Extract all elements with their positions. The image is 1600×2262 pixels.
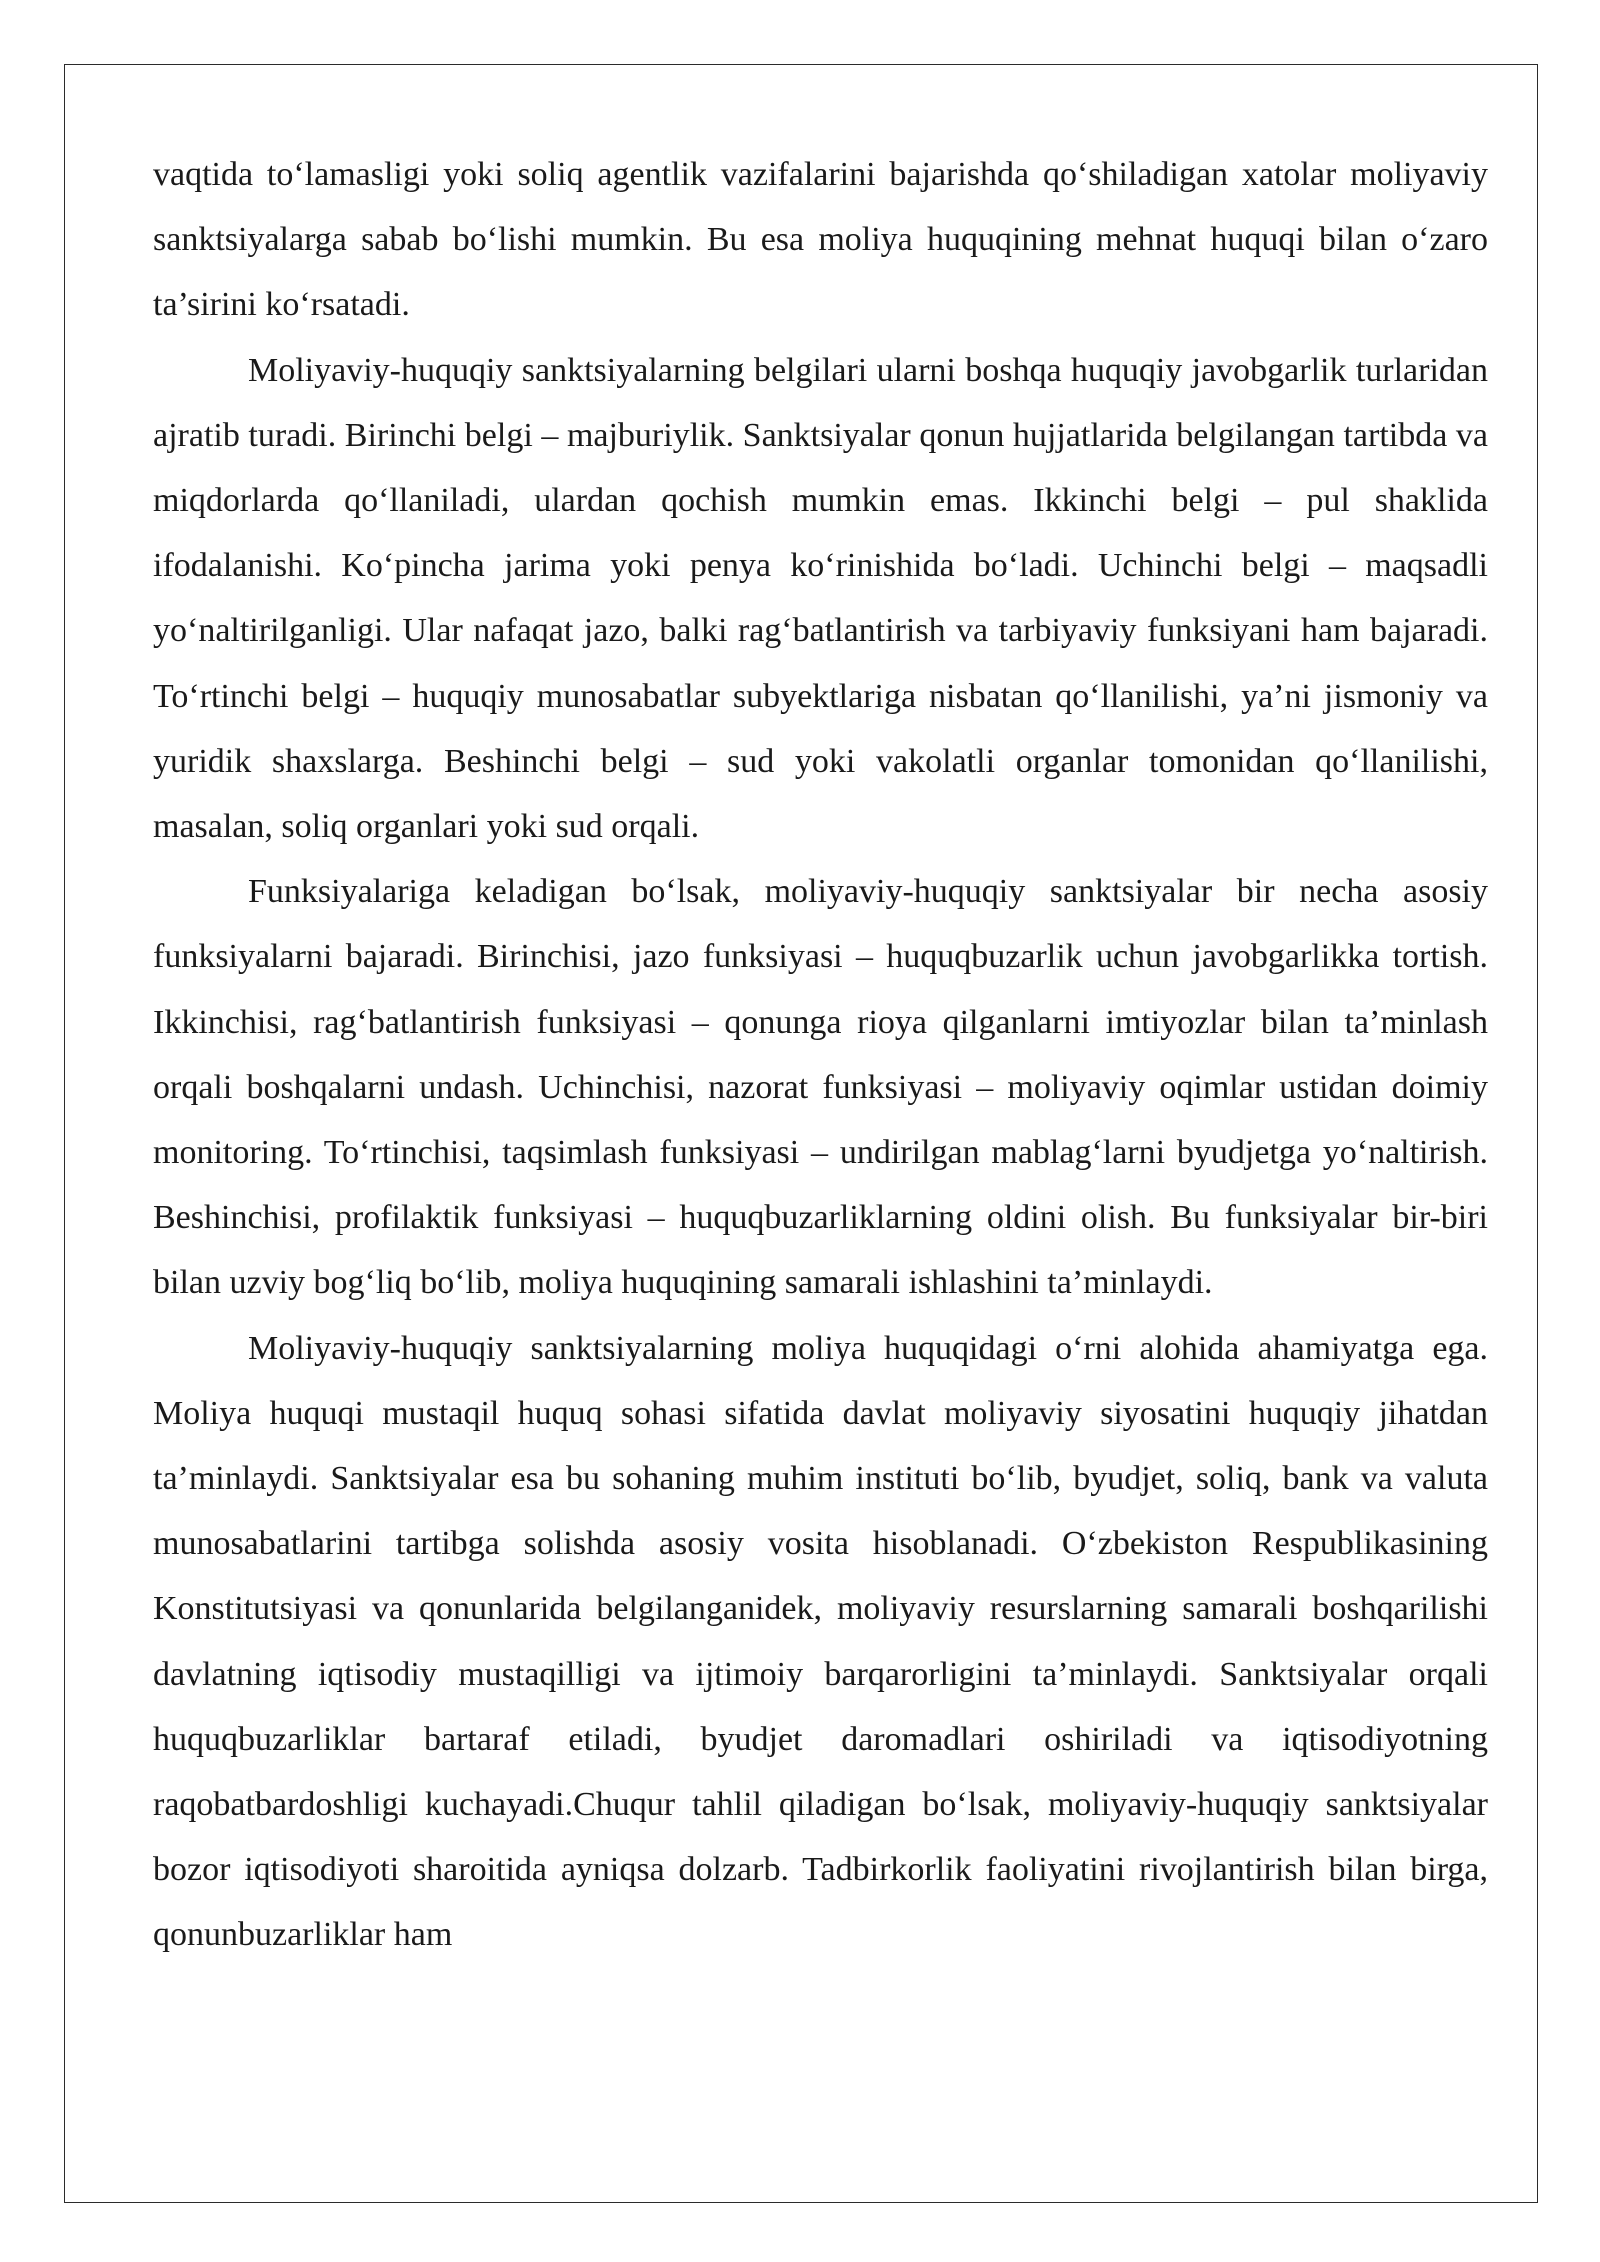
document-body (153, 142, 1488, 1968)
paragraph-sanction-role: Moliyaviy-huquqiy sanktsiyalarning moliya huquqidagi o‘rni alohida ahamiyatga ega. Moliya huquqi mustaqil huquq sohasi sifatida davlat moliyaviy siyosatini huquqiy jihatdan ta’minlaydi. Sanktsiyalar esa bu sohaning muhim instituti bo‘lib, byudjet, soliq, bank va valuta munosabatlarini tartibga solishda asosiy vosita hisoblanadi. O‘zbekiston Respublikasining Konstitutsiyasi va qonunlarida belgilanganidek, moliyaviy resurslarning samarali boshqarilishi davlatning iqtisodiy mustaqilligi va ijtimoiy barqarorligini ta’minlaydi. Sanktsiyalar orqali huquqbuzarliklar bartaraf etiladi, byudjet daromadlari oshiriladi va iqtisodiyotning raqobatbardoshligi kuchayadi.Chuqur tahlil qiladigan bo‘lsak, moliyaviy-huquqiy sanktsiyalar bozor iqtisodiyoti sharoitida ayniqsa dolzarb. Tadbirkorlik faoliyatini rivojlantirish bilan birga, qonunbuzarliklar ham (153, 1329, 1488, 1954)
paragraph-continuation: vaqtida to‘lamasligi yoki soliq agentlik vazifalarini bajarishda qo‘shiladigan xatolar moliyaviy sanktsiyalarga sabab bo‘lishi mumkin. Bu esa moliya huquqining mehnat huquqi bilan o‘zaro ta’sirini ko‘rsatadi. (153, 156, 1488, 324)
paragraph-sanction-functions: Funksiyalariga keladigan bo‘lsak, moliyaviy-huquqiy sanktsiyalar bir necha asosiy funksiyalarni bajaradi. Birinchisi, jazo funksiyasi – huquqbuzarlik uchun javobgarlikka tortish. Ikkinchisi, rag‘batlantirish funksiyasi – qonunga rioya qilganlarni imtiyozlar bilan ta’minlash orqali boshqalarni undash. Uchinchisi, nazorat funksiyasi – moliyaviy oqimlar ustidan doimiy monitoring. To‘rtinchisi, taqsimlash funksiyasi – undirilgan mablag‘larni byudjetga yo‘naltirish. Beshinchisi, profilaktik funksiyasi – huquqbuzarliklarning oldini olish. Bu funksiyalar bir-biri bilan uzviy bog‘liq bo‘lib, moliya huquqining samarali ishlashini ta’minlaydi. (153, 873, 1488, 1302)
paragraph-sanction-features: Moliyaviy-huquqiy sanktsiyalarning belgilari ularni boshqa huquqiy javobgarlik turlaridan ajratib turadi. Birinchi belgi – majburiylik. Sanktsiyalar qonun hujjatlarida belgilangan tartibda va miqdorlarda qo‘llaniladi, ulardan qochish mumkin emas. Ikkinchi belgi – pul shaklida ifodalanishi. Ko‘pincha jarima yoki penya ko‘rinishida bo‘ladi. Uchinchi belgi – maqsadli yo‘naltirilganligi. Ular nafaqat jazo, balki rag‘batlantirish va tarbiyaviy funksiyani ham bajaradi. To‘rtinchi belgi – huquqiy munosabatlar subyektlariga nisbatan qo‘llanilishi, ya’ni jismoniy va yuridik shaxslarga. Beshinchi belgi – sud yoki vakolatli organlar tomonidan qo‘llanilishi, masalan, soliq organlari yoki sud orqali. (153, 351, 1488, 846)
